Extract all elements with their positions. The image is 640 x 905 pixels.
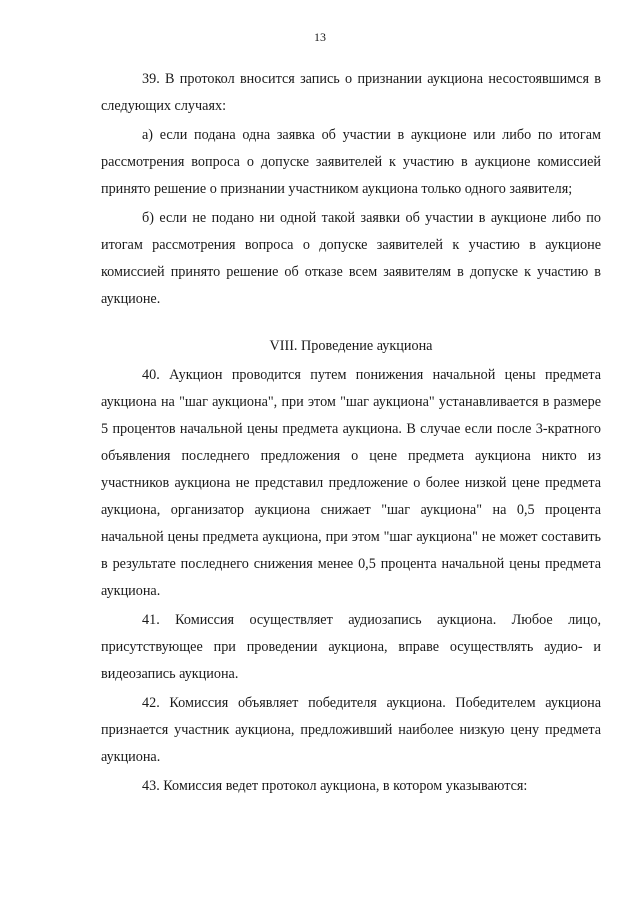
- paragraph-39-b: б) если не подано ни одной такой заявки об участии в аукционе либо по итогам рассмотрения вопроса о допуске заявителей к участию в аукционе комиссией принято решение об отказе всем заявителям в допуске к участию в аукционе.: [101, 210, 601, 307]
- section-heading: VIII. Проведение аукциона: [269, 338, 433, 354]
- paragraph-41: 41. Комиссия осуществляет аудиозапись аукциона. Любое лицо, присутствующее при проведении аукциона, вправе осуществлять аудио- и видеозапись аукциона.: [101, 612, 601, 682]
- document-body: [101, 66, 601, 802]
- paragraph-43: 43. Комиссия ведет протокол аукциона, в котором указываются:: [142, 778, 528, 794]
- paragraph-39-a: а) если подана одна заявка об участии в аукционе или либо по итогам рассмотрения вопроса о допуске заявителей к участию в аукционе комиссией принято решение о признании участником аукциона только одного заявителя;: [101, 127, 601, 197]
- paragraph-40: 40. Аукцион проводится путем понижения начальной цены предмета аукциона на "шаг аукциона", при этом "шаг аукциона" устанавливается в размере 5 процентов начальной цены предмета аукциона. В случае если после 3-кратного объявления последнего предложения о цене предмета аукциона никто из участников аукциона не представил предложение о более низкой цене предмета аукциона, организатор аукциона снижает "шаг аукциона" на 0,5 процента начальной цены предмета аукциона, при этом "шаг аукциона" не может составить в результате последнего снижения менее 0,5 процента начальной цены предмета аукциона.: [101, 367, 601, 599]
- paragraph-39: 39. В протокол вносится запись о признании аукциона несостоявшимся в следующих случаях:: [101, 71, 601, 114]
- paragraph-42: 42. Комиссия объявляет победителя аукциона. Победителем аукциона признается участник аукциона, предложивший наиболее низкую цену предмета аукциона.: [101, 695, 601, 765]
- page-number: 13: [314, 30, 326, 44]
